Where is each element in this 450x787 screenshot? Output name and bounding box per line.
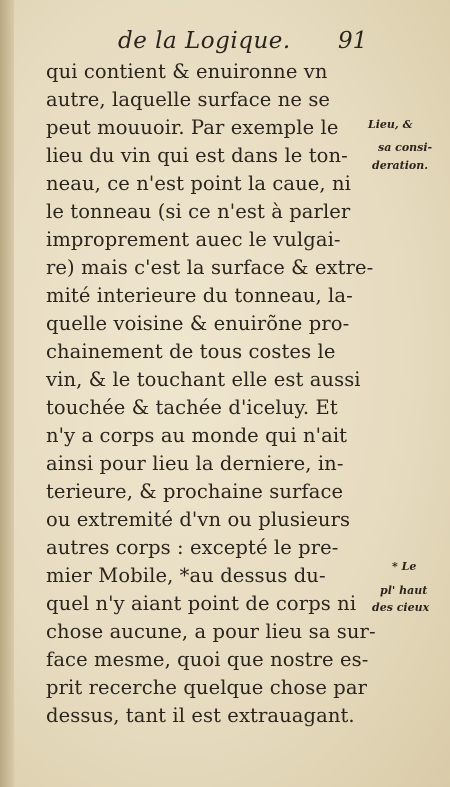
text-line: neau, ce n'est point la caue, ni	[46, 172, 351, 195]
text-line: lieu du vin qui est dans le ton-	[46, 144, 348, 167]
text-line: terieure, & prochaine surface	[46, 480, 344, 503]
margin-note-line: Lieu, &	[368, 118, 413, 131]
text-line: mité interieure du tonneau, la-	[46, 284, 353, 307]
text-line: autre, laquelle surface ne se	[46, 88, 331, 111]
text-line: vin, & le touchant elle est aussi	[46, 368, 361, 391]
text-line: mier Mobile, *au dessus du-	[46, 564, 326, 587]
text-line: prit recerche quelque chose par	[46, 676, 368, 699]
margin-note-line: * Le	[392, 560, 417, 573]
text-line: face mesme, quoi que nostre es-	[46, 648, 369, 671]
text-line: touchée & tachée d'iceluy. Et	[46, 396, 338, 419]
text-line: chainement de tous costes le	[46, 340, 336, 363]
page-header	[0, 26, 450, 60]
text-line: improprement auec le vulgai-	[46, 228, 341, 251]
text-line: le tonneau (si ce n'est à parler	[46, 200, 351, 223]
page-gutter	[0, 0, 14, 787]
text-line: autres corps : excepté le pre-	[46, 536, 339, 559]
margin-note-line: des cieux	[372, 601, 430, 614]
text-line: peut mouuoir. Par exemple le	[46, 116, 339, 139]
text-line: ainsi pour lieu la derniere, in-	[46, 452, 344, 475]
running-head: de la Logique.	[118, 28, 291, 54]
text-line: quel n'y aiant point de corps ni	[46, 592, 357, 615]
margin-note-line: deration.	[372, 159, 429, 172]
text-line: chose aucune, a pour lieu sa sur-	[46, 620, 376, 643]
text-line: ou extremité d'vn ou plusieurs	[46, 508, 351, 531]
text-line: quelle voisine & enuirõne pro-	[46, 312, 350, 335]
text-line: re) mais c'est la surface & extre-	[46, 256, 374, 279]
margin-note-line: pl' haut	[380, 584, 428, 597]
margin-note-line: sa consi-	[378, 141, 433, 154]
text-line: dessus, tant il est extrauagant.	[46, 704, 355, 727]
text-line: qui contient & enuironne vn	[46, 60, 328, 83]
text-line: n'y a corps au monde qui n'ait	[46, 424, 348, 447]
page-number: 91	[338, 28, 368, 54]
